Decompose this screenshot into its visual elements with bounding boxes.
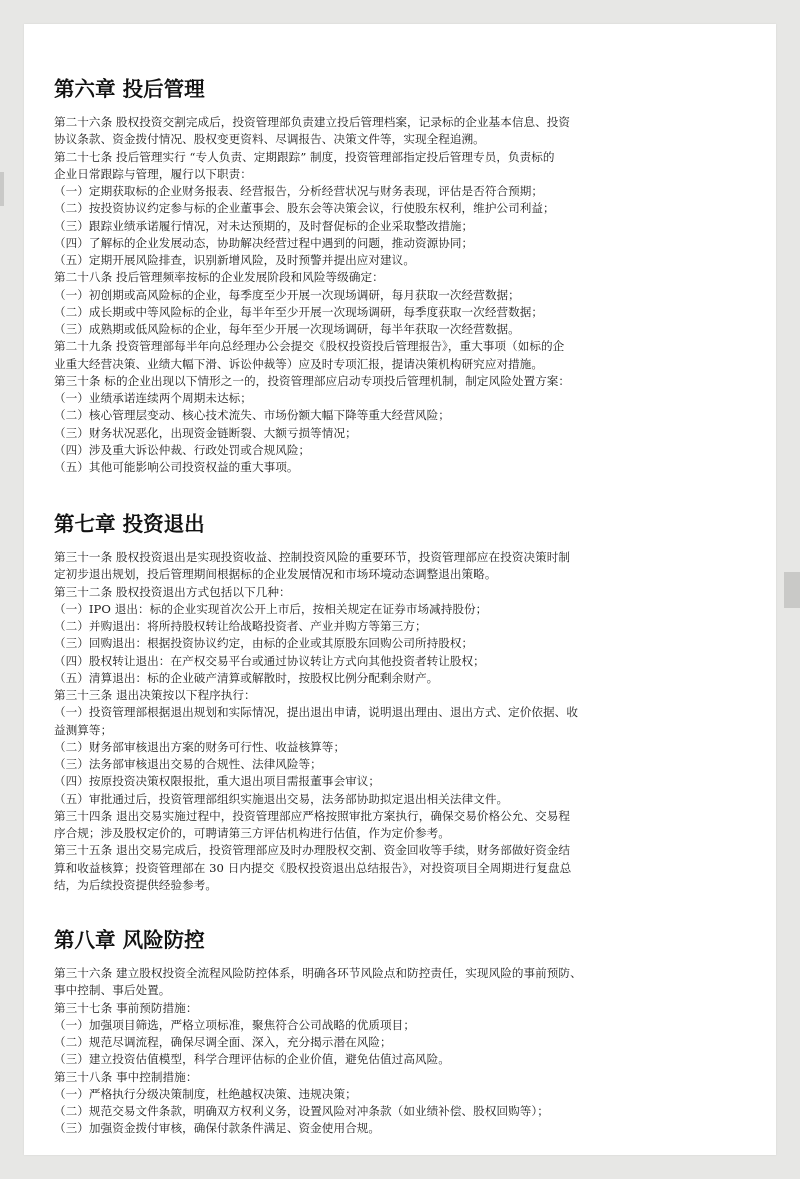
- text-line: （二）规范尽调流程，确保尽调全面、深入，充分揭示潜在风险；: [54, 1035, 392, 1049]
- text-line: （四）涉及重大诉讼仲裁、行政处罚或合规风险；: [54, 442, 311, 457]
- text-line: 事中控制、事后处置。: [54, 983, 171, 998]
- text-line: （三）财务状况恶化，出现资金链断裂、大额亏损等情况；: [54, 425, 357, 440]
- chapter-body: [54, 549, 748, 894]
- text-line: 第二十九条 投资管理部每半年向总经理办公会提交《股权投资投后管理报告》，重大事项（如标的企: [54, 339, 565, 354]
- text-line: 算和收益核算；投资管理部在 30 日内提交《股权投资退出总结报告》，对投资项目全周期进行复盘总: [54, 860, 572, 875]
- text-line: （四）按原投资决策权限报批，重大退出项目需报董事会审议；: [54, 774, 381, 789]
- chapter-body: [54, 965, 748, 1138]
- text-line: （二）成长期或中等风险标的企业，每半年至少开展一次现场调研，每季度获取一次经营数据；: [54, 304, 544, 319]
- text-line: （五）定期开展风险排查，识别新增风险，及时预警并提出应对建议。: [54, 253, 415, 267]
- text-line: 协议条款、资金拨付情况、股权变更资料、尽调报告、决策文件等，实现全程追溯。: [54, 132, 485, 147]
- chapter-body: [54, 114, 748, 476]
- text-line: 第三十一条 股权投资退出是实现投资收益、控制投资风险的重要环节，投资管理部应在投资决策时制: [54, 550, 571, 564]
- text-line: 第二十八条 投后管理频率按标的企业发展阶段和风险等级确定：: [54, 270, 384, 285]
- scan-edge-mark: [0, 172, 4, 206]
- text-line: 第二十七条 投后管理实行 “专人负责、定期跟踪” 制度，投资管理部指定投后管理专员，负责标的: [54, 149, 555, 164]
- chapter-8: [54, 927, 748, 1138]
- text-line: 第三十六条 建立股权投资全流程风险防控体系，明确各环节风险点和防控责任，实现风险的事前预防、: [54, 966, 582, 980]
- text-line: （一）加强项目筛选，严格立项标准，聚焦符合公司战略的优质项目；: [54, 1017, 415, 1032]
- text-line: （一）初创期或高风险标的企业，每季度至少开展一次现场调研，每月获取一次经营数据；: [54, 287, 520, 302]
- text-line: 企业日常跟踪与管理，履行以下职责：: [54, 166, 252, 181]
- text-line: （三）法务部审核退出交易的合规性、法律风险等；: [54, 757, 322, 771]
- chapter-7: [54, 511, 748, 894]
- text-line: （二）并购退出：将所持股权转让给战略投资者、产业并购方等第三方；: [54, 619, 427, 633]
- text-line: 序合规；涉及股权定价的，可聘请第三方评估机构进行估值，作为定价参考。: [54, 826, 450, 840]
- text-line: （四）股权转让退出：在产权交易平台或通过协议转让方式向其他投资者转让股权；: [54, 653, 485, 668]
- text-line: （二）按投资协议约定参与标的企业董事会、股东会等决策会议，行使股东权利，维护公司利益；: [54, 201, 555, 216]
- text-line: （一）投资管理部根据退出规划和实际情况，提出退出申请，说明退出理由、退出方式、定价依据、收: [54, 705, 578, 720]
- text-line: （三）回购退出：根据投资协议约定，由标的企业或其原股东回购公司所持股权；: [54, 636, 474, 651]
- text-line: （五）清算退出：标的企业破产清算或解散时，按股权比例分配剩余财产。: [54, 670, 439, 685]
- text-line: （三）建立投资估值模型，科学合理评估标的企业价值，避免估值过高风险。: [54, 1052, 450, 1067]
- text-line: （三）加强资金拨付审核，确保付款条件满足、资金使用合规。: [54, 1121, 381, 1136]
- text-line: 结，为后续投资提供经验参考。: [54, 877, 218, 892]
- chapter-title: 第七章 投资退出: [54, 512, 205, 536]
- chapter-title: 第八章 风险防控: [54, 928, 205, 952]
- text-line: 第二十六条 股权投资交割完成后，投资管理部负责建立投后管理档案，记录标的企业基本信息、投资: [54, 115, 571, 129]
- text-line: 第三十条 标的企业出现以下情形之一的，投资管理部应启动专项投后管理机制，制定风险处置方案：: [54, 373, 571, 388]
- text-line: （五）其他可能影响公司投资权益的重大事项。: [54, 460, 299, 474]
- text-line: 第三十八条 事中控制措施：: [54, 1069, 198, 1084]
- text-line: 第三十三条 退出决策按以下程序执行：: [54, 688, 256, 702]
- text-line: （三）跟踪业绩承诺履行情况，对未达预期的，及时督促标的企业采取整改措施；: [54, 218, 474, 233]
- text-line: 第三十二条 股权投资退出方式包括以下几种：: [54, 584, 291, 599]
- text-line: 第三十七条 事前预防措施：: [54, 1000, 198, 1015]
- text-line: 第三十五条 退出交易完成后，投资管理部应及时办理股权交割、资金回收等手续，财务部做好资金结: [54, 843, 571, 858]
- text-line: （一）定期获取标的企业财务报表、经营报告，分析经营状况与财务表现，评估是否符合预期；: [54, 184, 544, 198]
- text-line: （一）严格执行分级决策制度，杜绝越权决策、违规决策；: [54, 1086, 357, 1101]
- text-line: （二）规范交易文件条款，明确双方权利义务，设置风险对冲条款（如业绩补偿、股权回购等）；: [54, 1104, 549, 1118]
- text-line: （一）业绩承诺连续两个周期未达标；: [54, 391, 252, 405]
- chapter-6: [54, 76, 748, 476]
- scan-edge-mark: [784, 572, 800, 608]
- text-line: 第三十四条 退出交易实施过程中，投资管理部应严格按照审批方案执行，确保交易价格公允、交易程: [54, 808, 571, 823]
- text-line: 业重大经营决策、业绩大幅下滑、诉讼仲裁等）应及时专项汇报，提请决策机构研究应对措施。: [54, 356, 544, 371]
- text-line: （二）核心管理层变动、核心技术流失、市场份额大幅下降等重大经营风险；: [54, 408, 450, 423]
- text-line: （四）了解标的企业发展动态，协助解决经营过程中遇到的问题，推动资源协同；: [54, 235, 474, 250]
- text-line: （二）财务部审核退出方案的财务可行性、收益核算等；: [54, 739, 346, 754]
- text-line: （五）审批通过后，投资管理部组织实施退出交易，法务部协助拟定退出相关法律文件。: [54, 791, 509, 806]
- document-page: [24, 24, 776, 1155]
- text-line: 益测算等；: [54, 722, 113, 737]
- text-line: 定初步退出规划，投后管理期间根据标的企业发展情况和市场环境动态调整退出策略。: [54, 567, 497, 582]
- text-line: （一）IPO 退出：标的企业实现首次公开上市后，按相关规定在证券市场减持股份；: [54, 601, 488, 616]
- text-line: （三）成熟期或低风险标的企业，每年至少开展一次现场调研，每半年获取一次经营数据。: [54, 322, 520, 336]
- chapter-title: 第六章 投后管理: [54, 77, 205, 101]
